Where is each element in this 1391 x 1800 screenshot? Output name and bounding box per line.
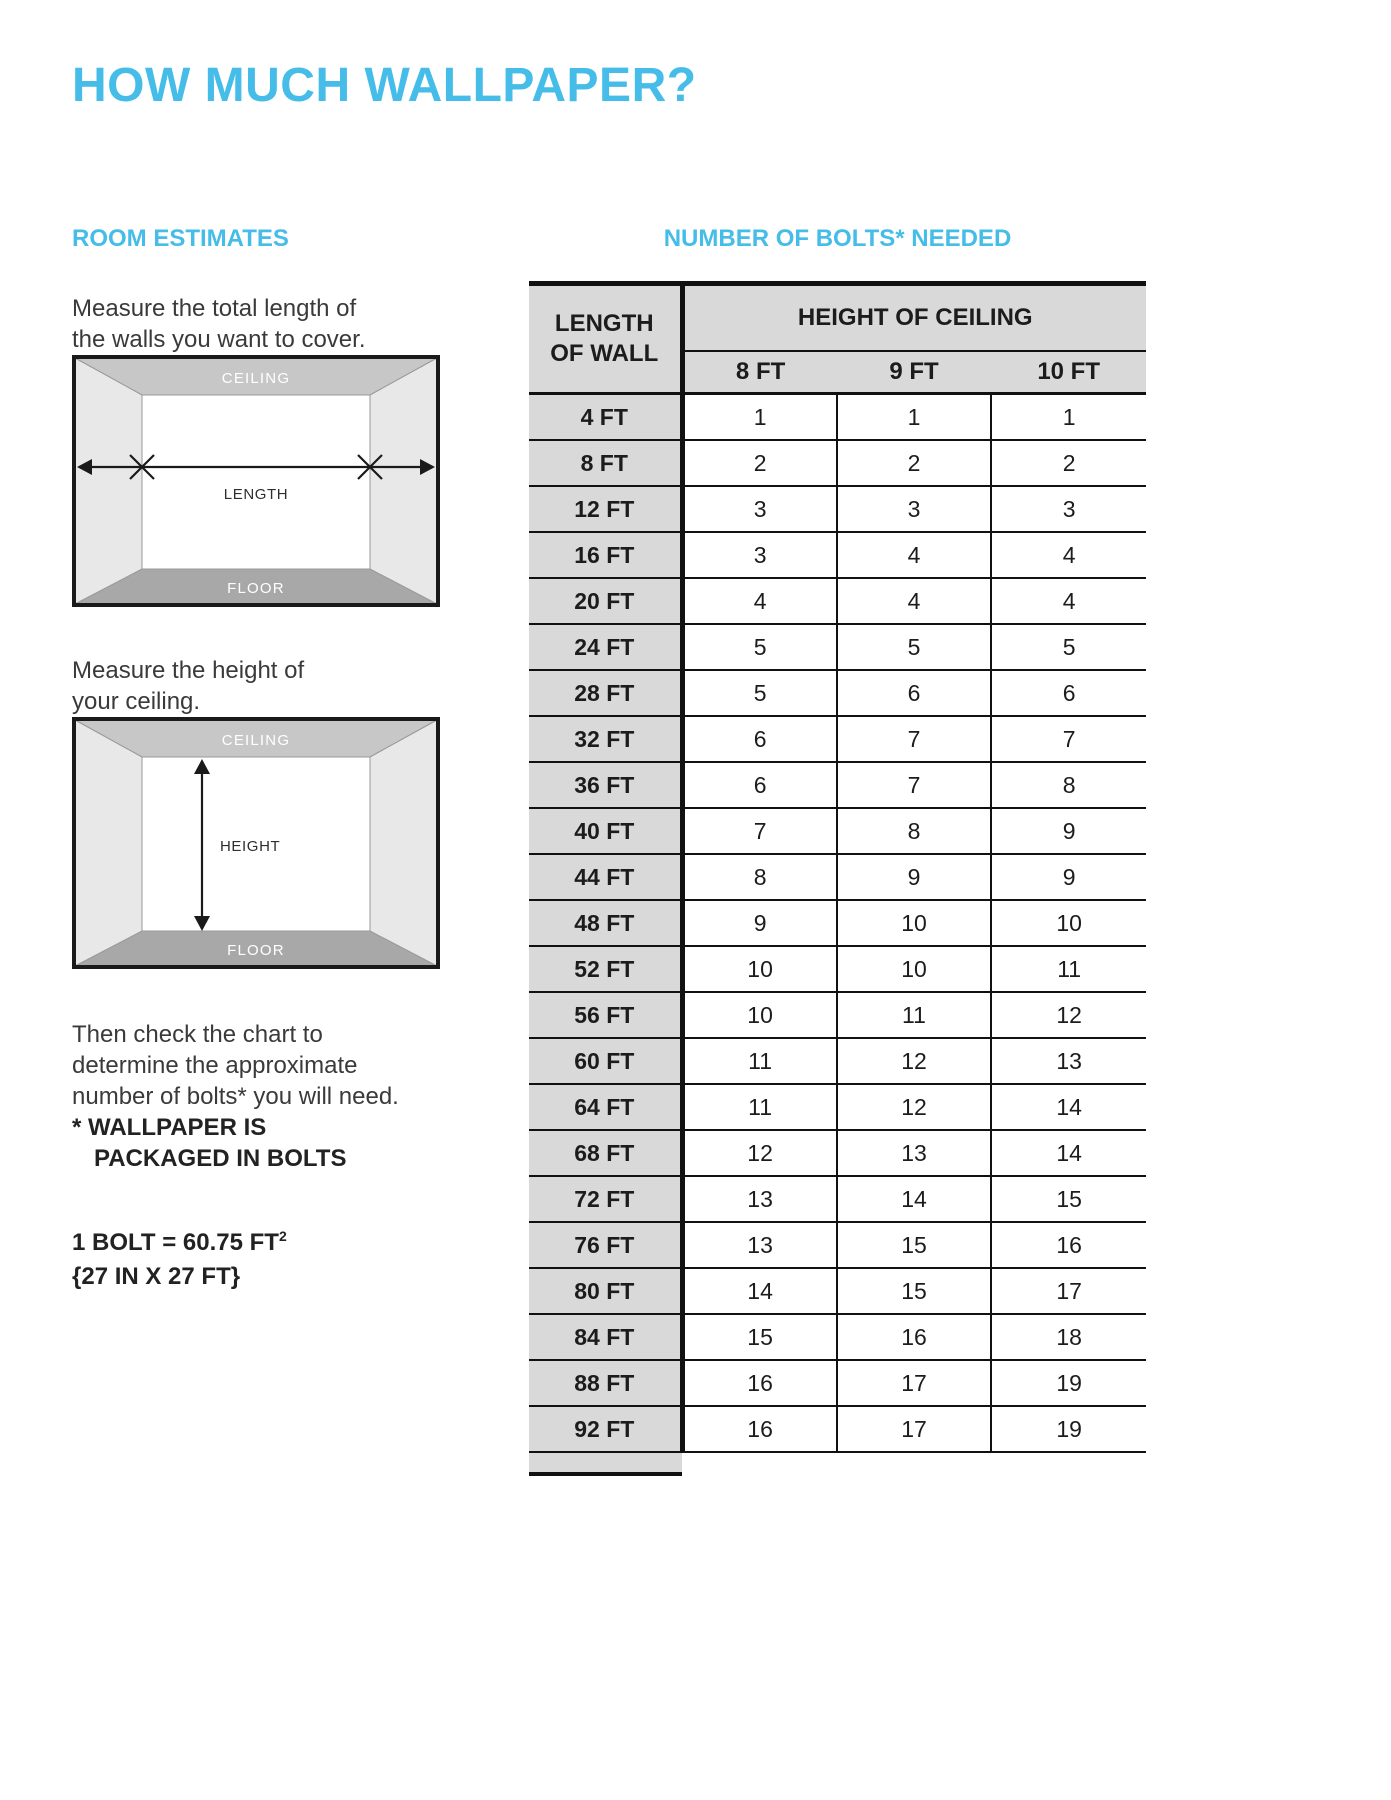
bolts-footnote [72, 1112, 492, 1174]
bolt-count-cell: 10 [682, 992, 837, 1038]
table-row [529, 854, 1146, 900]
footer-stub-cell [529, 1452, 682, 1474]
row-label-wall-length: 12 FT [529, 486, 682, 532]
row-label-wall-length: 84 FT [529, 1314, 682, 1360]
bolt-count-cell: 7 [837, 716, 992, 762]
step-3-line-2: determine the approximate [72, 1052, 358, 1079]
bolt-count-cell: 17 [837, 1360, 992, 1406]
row-label-wall-length: 64 FT [529, 1084, 682, 1130]
table-row [529, 1130, 1146, 1176]
bolt-count-cell: 8 [682, 854, 837, 900]
instruction-step-3 [72, 1019, 492, 1112]
bolt-size-info [72, 1219, 492, 1294]
table-row [529, 716, 1146, 762]
bolt-count-cell: 5 [682, 624, 837, 670]
table-row [529, 624, 1146, 670]
bolt-count-cell: 2 [837, 440, 992, 486]
row-label-wall-length: 48 FT [529, 900, 682, 946]
table-row [529, 1268, 1146, 1314]
bolt-count-cell: 16 [991, 1222, 1146, 1268]
bolts-table-header [529, 284, 1146, 394]
table-row [529, 1314, 1146, 1360]
row-label-wall-length: 56 FT [529, 992, 682, 1038]
bolt-count-cell: 11 [991, 946, 1146, 992]
bolt-count-cell: 4 [991, 578, 1146, 624]
table-row [529, 762, 1146, 808]
table-row [529, 578, 1146, 624]
table-row [529, 1222, 1146, 1268]
bolt-count-cell: 12 [991, 992, 1146, 1038]
bolt-count-cell: 19 [991, 1406, 1146, 1452]
step-1-line-2: the walls you want to cover. [72, 326, 366, 353]
bolt-count-cell: 5 [682, 670, 837, 716]
table-footer-stub-row [529, 1452, 1146, 1474]
bolt-count-cell: 15 [682, 1314, 837, 1360]
bolt-count-cell: 12 [837, 1084, 992, 1130]
bolt-count-cell: 14 [991, 1084, 1146, 1130]
bolt-count-cell: 7 [991, 716, 1146, 762]
room-estimates-section [72, 225, 492, 1476]
corner-header-line-1: LENGTH [554, 310, 654, 337]
bolt-count-cell: 10 [682, 946, 837, 992]
bolt-count-cell: 5 [837, 624, 992, 670]
table-row [529, 1406, 1146, 1452]
row-label-wall-length: 88 FT [529, 1360, 682, 1406]
bolt-count-cell: 11 [682, 1038, 837, 1084]
bolt-count-cell: 17 [991, 1268, 1146, 1314]
header-row-1 [529, 284, 1146, 352]
back-wall-surface [142, 395, 370, 569]
bolt-count-cell: 14 [991, 1130, 1146, 1176]
bolt-count-cell: 3 [682, 486, 837, 532]
bolt-count-cell: 12 [837, 1038, 992, 1084]
bolts-table-body [529, 394, 1146, 1453]
bolt-count-cell: 4 [837, 578, 992, 624]
bolt-count-cell: 3 [682, 532, 837, 578]
bolt-count-cell: 4 [682, 578, 837, 624]
bolt-equation-exponent: 2 [278, 1228, 287, 1244]
length-label: LENGTH [223, 486, 289, 503]
bolt-count-cell: 7 [837, 762, 992, 808]
row-label-wall-length: 80 FT [529, 1268, 682, 1314]
height-label: HEIGHT [220, 838, 281, 855]
step-2-line-1: Measure the height of [72, 657, 305, 684]
bolt-count-cell: 9 [837, 854, 992, 900]
room-estimates-heading: ROOM ESTIMATES [72, 225, 289, 252]
instruction-step-1 [72, 293, 492, 355]
bolt-count-cell: 14 [837, 1176, 992, 1222]
bolt-count-cell: 13 [682, 1222, 837, 1268]
row-label-wall-length: 52 FT [529, 946, 682, 992]
bolt-count-cell: 14 [682, 1268, 837, 1314]
col-header-10ft: 10 FT [991, 351, 1146, 394]
row-label-wall-length: 72 FT [529, 1176, 682, 1222]
corner-header-line-2: OF WALL [550, 340, 659, 367]
table-row [529, 670, 1146, 716]
row-label-wall-length: 40 FT [529, 808, 682, 854]
bolts-table-footer [529, 1452, 1146, 1474]
row-label-wall-length: 60 FT [529, 1038, 682, 1084]
col-header-length-of-wall [529, 284, 682, 394]
bolt-count-cell: 13 [682, 1176, 837, 1222]
bolt-count-cell: 2 [991, 440, 1146, 486]
ceiling-label: CEILING [221, 732, 291, 749]
col-group-header-height-of-ceiling: HEIGHT OF CEILING [682, 284, 1146, 352]
left-wall-surface [75, 358, 142, 604]
bolt-count-cell: 12 [682, 1130, 837, 1176]
ceiling-label: CEILING [221, 370, 291, 387]
bolt-count-cell: 17 [837, 1406, 992, 1452]
table-row [529, 1084, 1146, 1130]
bolt-count-cell: 18 [991, 1314, 1146, 1360]
bolt-equation-text: 1 BOLT = 60.75 FT [72, 1229, 279, 1256]
step-3-line-1: Then check the chart to [72, 1021, 323, 1048]
bolt-equation [72, 1219, 492, 1260]
bolts-needed-section [529, 225, 1146, 1476]
bolt-count-cell: 6 [682, 716, 837, 762]
bolt-count-cell: 15 [837, 1268, 992, 1314]
row-label-wall-length: 68 FT [529, 1130, 682, 1176]
table-row [529, 1176, 1146, 1222]
bolt-count-cell: 1 [682, 394, 837, 441]
instruction-step-2 [72, 655, 492, 717]
table-row [529, 486, 1146, 532]
bolt-count-cell: 15 [837, 1222, 992, 1268]
bolt-count-cell: 2 [682, 440, 837, 486]
table-row [529, 440, 1146, 486]
floor-label: FLOOR [227, 942, 285, 959]
row-label-wall-length: 32 FT [529, 716, 682, 762]
table-row [529, 1360, 1146, 1406]
bolt-count-cell: 8 [991, 762, 1146, 808]
bolt-count-cell: 10 [991, 900, 1146, 946]
col-header-9ft: 9 FT [837, 351, 992, 394]
bolt-count-cell: 11 [837, 992, 992, 1038]
table-row [529, 532, 1146, 578]
step-3-line-3: number of bolts* you will need. [72, 1083, 399, 1110]
table-row [529, 1038, 1146, 1084]
footnote-line-2: PACKAGED IN BOLTS [94, 1145, 347, 1172]
table-row [529, 808, 1146, 854]
bolt-count-cell: 13 [837, 1130, 992, 1176]
bolt-count-cell: 10 [837, 946, 992, 992]
bolt-count-cell: 9 [991, 808, 1146, 854]
row-label-wall-length: 44 FT [529, 854, 682, 900]
bolt-count-cell: 4 [991, 532, 1146, 578]
bolt-count-cell: 1 [837, 394, 992, 441]
row-label-wall-length: 28 FT [529, 670, 682, 716]
room-length-diagram [72, 355, 440, 607]
bolt-count-cell: 3 [837, 486, 992, 532]
bolt-count-cell: 16 [682, 1360, 837, 1406]
bolt-count-cell: 8 [837, 808, 992, 854]
bolt-count-cell: 9 [682, 900, 837, 946]
step-2-line-2: your ceiling. [72, 688, 201, 715]
bolt-count-cell: 1 [991, 394, 1146, 441]
bolt-count-cell: 9 [991, 854, 1146, 900]
footnote-line-1: * WALLPAPER IS [72, 1114, 267, 1141]
table-row [529, 900, 1146, 946]
bolt-count-cell: 3 [991, 486, 1146, 532]
row-label-wall-length: 20 FT [529, 578, 682, 624]
content-columns [72, 225, 1391, 1476]
bolts-table [529, 281, 1146, 1476]
room-height-diagram [72, 717, 440, 969]
row-label-wall-length: 4 FT [529, 394, 682, 441]
page-title: HOW MUCH WALLPAPER? [72, 59, 697, 112]
bolt-count-cell: 6 [682, 762, 837, 808]
bolt-count-cell: 5 [991, 624, 1146, 670]
bolt-count-cell: 15 [991, 1176, 1146, 1222]
bolts-table-heading: NUMBER OF BOLTS* NEEDED [663, 225, 1012, 252]
bolt-count-cell: 11 [682, 1084, 837, 1130]
row-label-wall-length: 76 FT [529, 1222, 682, 1268]
bolt-count-cell: 10 [837, 900, 992, 946]
bolt-dimensions: {27 IN X 27 FT} [72, 1263, 241, 1290]
bolt-count-cell: 6 [837, 670, 992, 716]
col-header-8ft: 8 FT [682, 351, 837, 394]
table-row [529, 946, 1146, 992]
table-row [529, 992, 1146, 1038]
table-row [529, 394, 1146, 441]
row-label-wall-length: 16 FT [529, 532, 682, 578]
row-label-wall-length: 8 FT [529, 440, 682, 486]
left-wall-surface [75, 720, 142, 966]
row-label-wall-length: 36 FT [529, 762, 682, 808]
step-1-line-1: Measure the total length of [72, 295, 357, 322]
row-label-wall-length: 92 FT [529, 1406, 682, 1452]
bolt-count-cell: 13 [991, 1038, 1146, 1084]
footer-empty-cell [682, 1452, 1146, 1474]
floor-label: FLOOR [227, 580, 285, 597]
bolt-count-cell: 4 [837, 532, 992, 578]
right-wall-surface [370, 358, 437, 604]
bolt-count-cell: 19 [991, 1360, 1146, 1406]
bolt-count-cell: 16 [837, 1314, 992, 1360]
bolt-count-cell: 16 [682, 1406, 837, 1452]
bolt-count-cell: 6 [991, 670, 1146, 716]
row-label-wall-length: 24 FT [529, 624, 682, 670]
right-wall-surface [370, 720, 437, 966]
bolt-count-cell: 7 [682, 808, 837, 854]
